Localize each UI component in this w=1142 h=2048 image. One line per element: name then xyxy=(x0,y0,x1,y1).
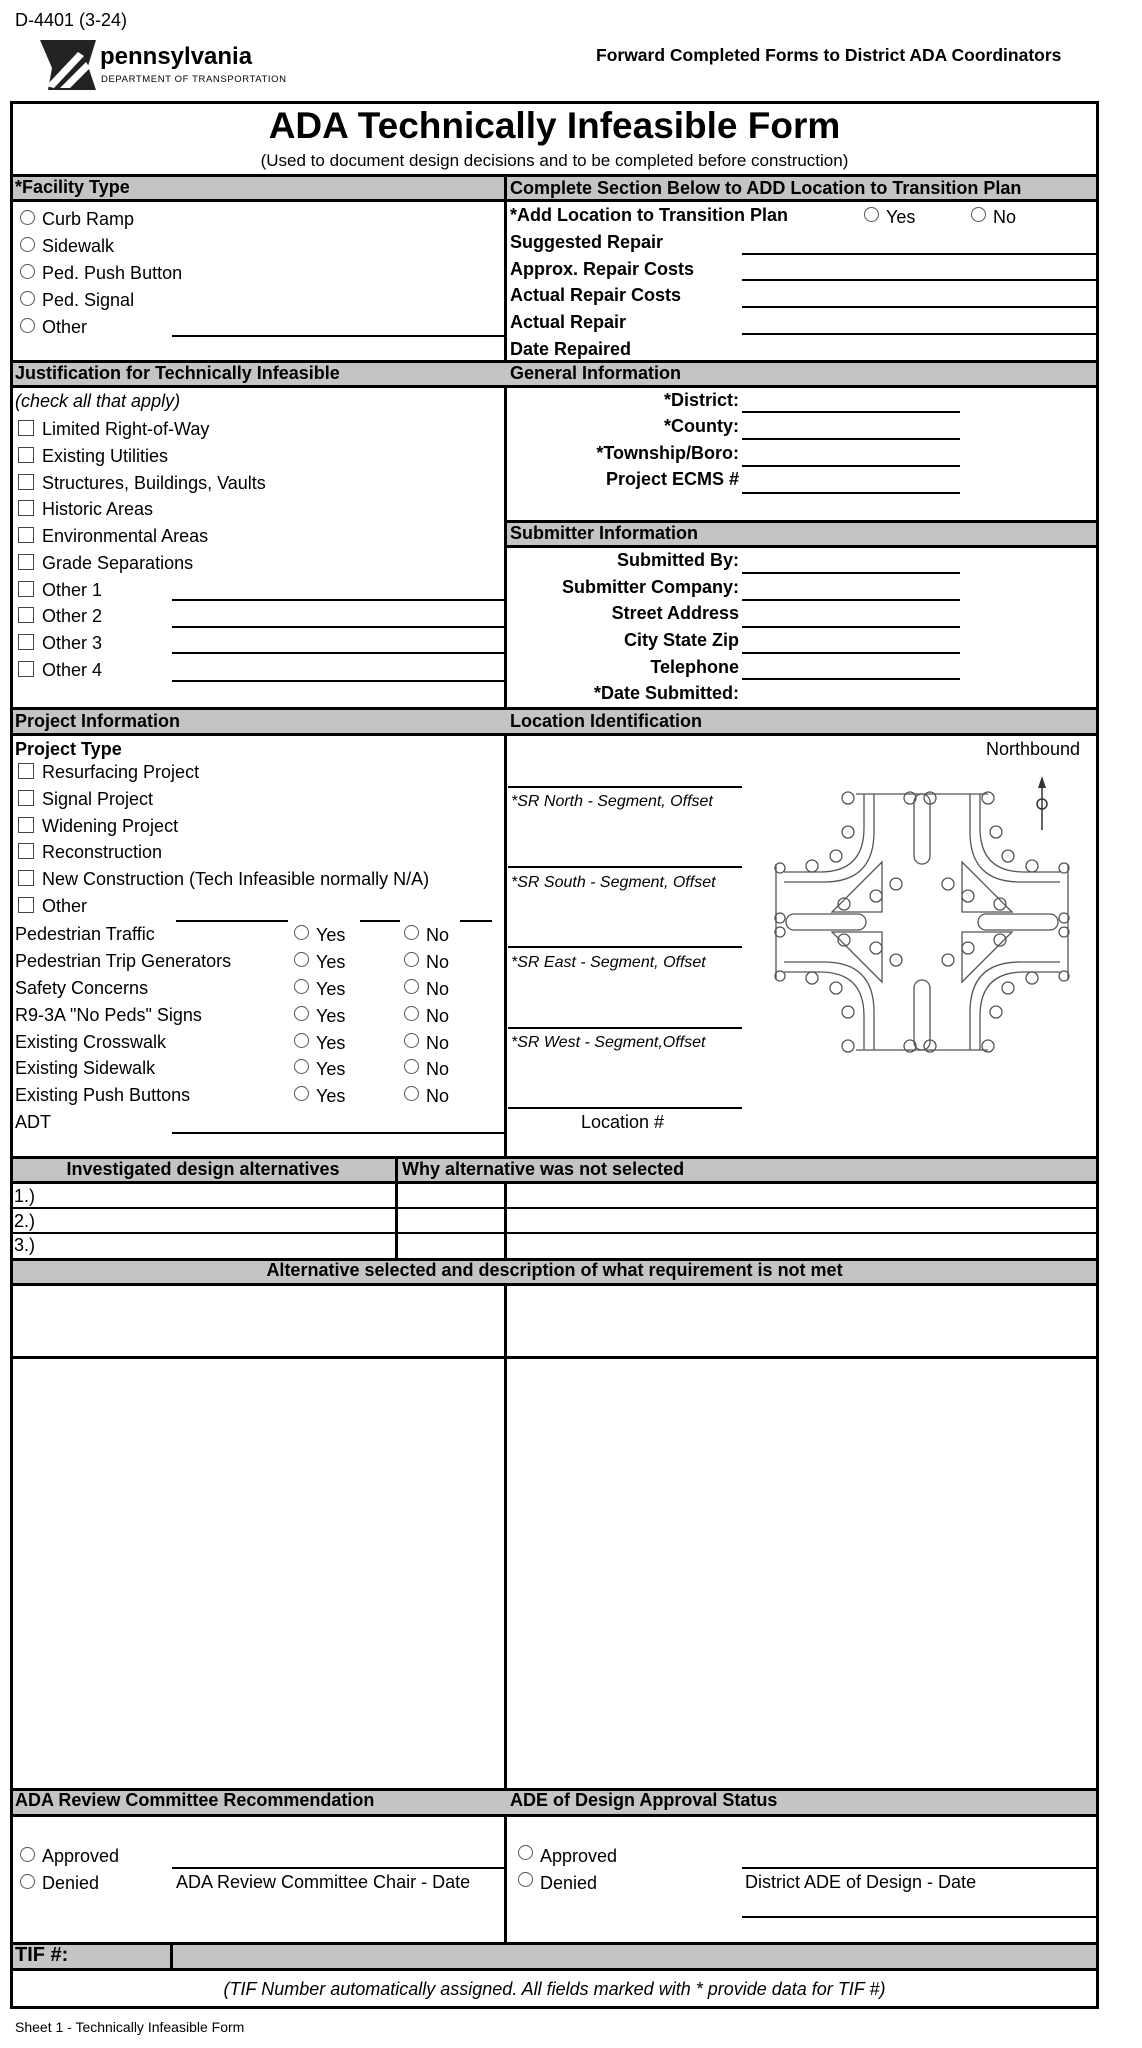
adt-field[interactable] xyxy=(172,1132,504,1134)
add-no-label: No xyxy=(993,207,1017,227)
company-label: Submitter Company: xyxy=(561,577,739,597)
no-label: No xyxy=(426,979,450,999)
actual-costs-label: Actual Repair Costs xyxy=(510,285,682,305)
justification-label: Existing Utilities xyxy=(42,446,169,466)
question-label: Safety Concerns xyxy=(15,978,149,998)
logo-subtitle: DEPARTMENT OF TRANSPORTATION xyxy=(101,74,287,85)
justification-label: Historic Areas xyxy=(42,499,154,519)
other1-checkbox[interactable] xyxy=(18,581,34,597)
trip-gen-no-radio[interactable] xyxy=(404,952,419,967)
approx-costs-field[interactable] xyxy=(742,279,1096,281)
project-type-label: Project Type xyxy=(15,739,122,759)
facility-header: *Facility Type xyxy=(15,177,130,197)
project-type-option: Other xyxy=(42,896,88,916)
project-other-checkbox[interactable] xyxy=(18,897,34,913)
city-field[interactable] xyxy=(742,652,960,654)
project-type-option: Widening Project xyxy=(42,816,179,836)
northbound-label: Northbound xyxy=(986,739,1081,759)
telephone-field[interactable] xyxy=(742,678,960,680)
street-field[interactable] xyxy=(742,626,960,628)
facility-option-label: Other xyxy=(42,317,88,337)
facility-other-field[interactable] xyxy=(172,335,504,337)
other3-checkbox[interactable] xyxy=(18,634,34,650)
facility-option-label: Sidewalk xyxy=(42,236,115,256)
alternative-row: 2.) xyxy=(14,1211,36,1231)
justification-label: Other 3 xyxy=(42,633,103,653)
company-field[interactable] xyxy=(742,599,960,601)
ecms-field[interactable] xyxy=(742,492,960,494)
push-button-radio[interactable] xyxy=(20,264,35,279)
yes-label: Yes xyxy=(316,979,346,999)
review-sign-label: ADA Review Committee Chair - Date xyxy=(176,1872,471,1892)
page-title: ADA Technically Infeasible Form xyxy=(268,105,841,146)
add-no-radio[interactable] xyxy=(971,207,986,222)
facility-option-label: Ped. Signal xyxy=(42,290,135,310)
sidewalk-radio[interactable] xyxy=(20,237,35,252)
sr-south-field[interactable] xyxy=(508,866,742,868)
utilities-checkbox[interactable] xyxy=(18,447,34,463)
sidewalk-no-radio[interactable] xyxy=(404,1059,419,1074)
push-buttons-no-radio[interactable] xyxy=(404,1086,419,1101)
question-label: Existing Push Buttons xyxy=(15,1085,191,1105)
transition-header: Complete Section Below to ADD Location to Transition Plan xyxy=(510,178,1022,198)
review-denied-radio[interactable] xyxy=(20,1874,35,1889)
suggested-repair-field[interactable] xyxy=(742,253,1096,255)
yes-label: Yes xyxy=(316,1086,346,1106)
review-approved-label: Approved xyxy=(42,1846,120,1866)
page-subtitle: (Used to document design decisions and to be completed before construction) xyxy=(260,151,849,170)
form-number: D-4401 (3-24) xyxy=(15,10,128,30)
county-label: *County: xyxy=(664,416,739,436)
facility-option-label: Ped. Push Button xyxy=(42,263,183,283)
question-label: R9-3A "No Peds" Signs xyxy=(15,1005,202,1025)
other4-checkbox[interactable] xyxy=(18,661,34,677)
logo-word: pennsylvania xyxy=(100,43,253,70)
yes-label: Yes xyxy=(316,1033,346,1053)
selected-header: Alternative selected and description of what requirement is not met xyxy=(266,1260,843,1280)
project-type-option: Reconstruction xyxy=(42,842,163,862)
district-field[interactable] xyxy=(742,411,960,413)
location-number-label: Location # xyxy=(581,1112,665,1132)
no-label: No xyxy=(426,1033,450,1053)
actual-repair-field[interactable] xyxy=(742,333,1096,335)
justification-label: Other 4 xyxy=(42,660,103,680)
other3-field[interactable] xyxy=(172,652,504,654)
sr-west-label: *SR West - Segment,Offset xyxy=(511,1034,706,1051)
trip-gen-yes-radio[interactable] xyxy=(294,952,309,967)
district-label: *District: xyxy=(663,390,739,410)
township-field[interactable] xyxy=(742,465,960,467)
yes-label: Yes xyxy=(316,1006,346,1026)
structures-checkbox[interactable] xyxy=(18,474,34,490)
no-peds-yes-radio[interactable] xyxy=(294,1006,309,1021)
sr-east-label: *SR East - Segment, Offset xyxy=(511,954,706,971)
ade-signature-field[interactable] xyxy=(742,1867,1096,1869)
ecms-label: Project ECMS # xyxy=(605,469,739,489)
penndot-logo xyxy=(38,38,298,94)
review-signature-field[interactable] xyxy=(172,1867,504,1869)
justification-label: Other 2 xyxy=(42,606,103,626)
safety-no-radio[interactable] xyxy=(404,979,419,994)
historic-checkbox[interactable] xyxy=(18,500,34,516)
project-other-field[interactable] xyxy=(176,920,288,922)
ade-denied-radio[interactable] xyxy=(518,1872,533,1887)
add-location-label: *Add Location to Transition Plan xyxy=(510,205,789,225)
no-label: No xyxy=(426,925,450,945)
sr-north-field[interactable] xyxy=(508,786,742,788)
alternatives-col2: Why alternative was not selected xyxy=(402,1159,685,1179)
widening-checkbox[interactable] xyxy=(18,817,34,833)
date-repaired-label: Date Repaired xyxy=(510,339,632,359)
ade-approved-radio[interactable] xyxy=(518,1845,533,1860)
new-construction-checkbox[interactable] xyxy=(18,870,34,886)
county-field[interactable] xyxy=(742,438,960,440)
crosswalk-yes-radio[interactable] xyxy=(294,1033,309,1048)
no-label: No xyxy=(426,1086,450,1106)
question-label: Pedestrian Traffic xyxy=(15,924,155,944)
date-submitted-label: *Date Submitted: xyxy=(593,683,739,703)
ped-signal-radio[interactable] xyxy=(20,291,35,306)
other4-field[interactable] xyxy=(172,680,504,682)
tif-note: (TIF Number automatically assigned. All fields marked with * provide data for TIF #) xyxy=(223,1979,886,1999)
approx-costs-label: Approx. Repair Costs xyxy=(510,259,695,279)
yes-label: Yes xyxy=(316,925,346,945)
push-buttons-yes-radio[interactable] xyxy=(294,1086,309,1101)
review-denied-label: Denied xyxy=(42,1873,100,1893)
add-yes-label: Yes xyxy=(886,207,916,227)
township-label: *Township/Boro: xyxy=(596,443,739,463)
safety-yes-radio[interactable] xyxy=(294,979,309,994)
review-approved-radio[interactable] xyxy=(20,1847,35,1862)
city-label: City State Zip xyxy=(623,630,739,650)
adt-label: ADT xyxy=(15,1112,51,1132)
sr-north-label: *SR North - Segment, Offset xyxy=(511,793,713,810)
no-label: No xyxy=(426,1006,450,1026)
sr-east-field[interactable] xyxy=(508,946,742,948)
reconstruction-checkbox[interactable] xyxy=(18,843,34,859)
question-label: Existing Crosswalk xyxy=(15,1032,167,1052)
add-yes-radio[interactable] xyxy=(864,207,879,222)
justification-label: Grade Separations xyxy=(42,553,194,573)
resurfacing-checkbox[interactable] xyxy=(18,763,34,779)
submitted-by-field[interactable] xyxy=(742,572,960,574)
project-type-option: New Construction (Tech Infeasible normally N/A) xyxy=(42,869,430,889)
actual-repair-label: Actual Repair xyxy=(510,312,627,332)
suggested-repair-label: Suggested Repair xyxy=(510,232,664,252)
telephone-label: Telephone xyxy=(650,657,739,677)
street-label: Street Address xyxy=(611,603,739,623)
selected-description-field[interactable] xyxy=(13,1286,1096,1356)
ade-header: ADE of Design Approval Status xyxy=(510,1790,778,1810)
yes-label: Yes xyxy=(316,1059,346,1079)
sr-west-field[interactable] xyxy=(508,1027,742,1029)
no-label: No xyxy=(426,952,450,972)
ade-approved-label: Approved xyxy=(540,1846,618,1866)
tif-label: TIF #: xyxy=(15,1944,69,1966)
project-type-option: Resurfacing Project xyxy=(42,762,200,782)
submitter-header: Submitter Information xyxy=(510,523,698,543)
other2-checkbox[interactable] xyxy=(18,607,34,623)
tif-field[interactable] xyxy=(173,1945,1096,1968)
ped-traffic-no-radio[interactable] xyxy=(404,925,419,940)
location-number-field[interactable] xyxy=(508,1107,742,1109)
question-label: Pedestrian Trip Generators xyxy=(15,951,232,971)
location-header: Location Identification xyxy=(510,711,702,731)
project-header: Project Information xyxy=(15,711,181,731)
curb-ramp-radio[interactable] xyxy=(20,210,35,225)
justification-label: Structures, Buildings, Vaults xyxy=(42,473,266,493)
check-all-note: (check all that apply) xyxy=(15,391,181,411)
crosswalk-no-radio[interactable] xyxy=(404,1033,419,1048)
environmental-checkbox[interactable] xyxy=(18,527,34,543)
justification-label: Other 1 xyxy=(42,580,103,600)
row-checkbox[interactable] xyxy=(18,420,34,436)
alternative-row: 1.) xyxy=(14,1186,36,1206)
general-header: General Information xyxy=(510,363,682,383)
ade-sign-label: District ADE of Design - Date xyxy=(745,1872,977,1892)
intersection-diagram-icon xyxy=(764,772,1080,1072)
review-header: ADA Review Committee Recommendation xyxy=(15,1790,375,1810)
signal-project-checkbox[interactable] xyxy=(18,790,34,806)
facility-option-label: Curb Ramp xyxy=(42,209,135,229)
project-type-option: Signal Project xyxy=(42,789,154,809)
sheet-footer: Sheet 1 - Technically Infeasible Form xyxy=(15,2019,245,2035)
ade-denied-label: Denied xyxy=(540,1873,598,1893)
other2-field[interactable] xyxy=(172,626,504,628)
question-label: Existing Sidewalk xyxy=(15,1058,156,1078)
other1-field[interactable] xyxy=(172,599,504,601)
no-peds-no-radio[interactable] xyxy=(404,1006,419,1021)
yes-label: Yes xyxy=(316,952,346,972)
justification-header: Justification for Technically Infeasible xyxy=(15,363,340,383)
alternatives-col1: Investigated design alternatives xyxy=(66,1159,340,1179)
sidewalk-yes-radio[interactable] xyxy=(294,1059,309,1074)
notes-area[interactable] xyxy=(13,1359,1096,1787)
submitted-by-label: Submitted By: xyxy=(616,550,739,570)
justification-label: Environmental Areas xyxy=(42,526,209,546)
alternative-row: 3.) xyxy=(14,1235,36,1255)
grade-checkbox[interactable] xyxy=(18,554,34,570)
actual-costs-field[interactable] xyxy=(742,306,1096,308)
forward-note: Forward Completed Forms to District ADA Coordinators xyxy=(596,45,1062,65)
no-label: No xyxy=(426,1059,450,1079)
facility-other-radio[interactable] xyxy=(20,318,35,333)
justification-label: Limited Right-of-Way xyxy=(42,419,210,439)
ped-traffic-yes-radio[interactable] xyxy=(294,925,309,940)
sr-south-label: *SR South - Segment, Offset xyxy=(511,874,716,891)
keystone-logo-icon xyxy=(38,38,98,92)
